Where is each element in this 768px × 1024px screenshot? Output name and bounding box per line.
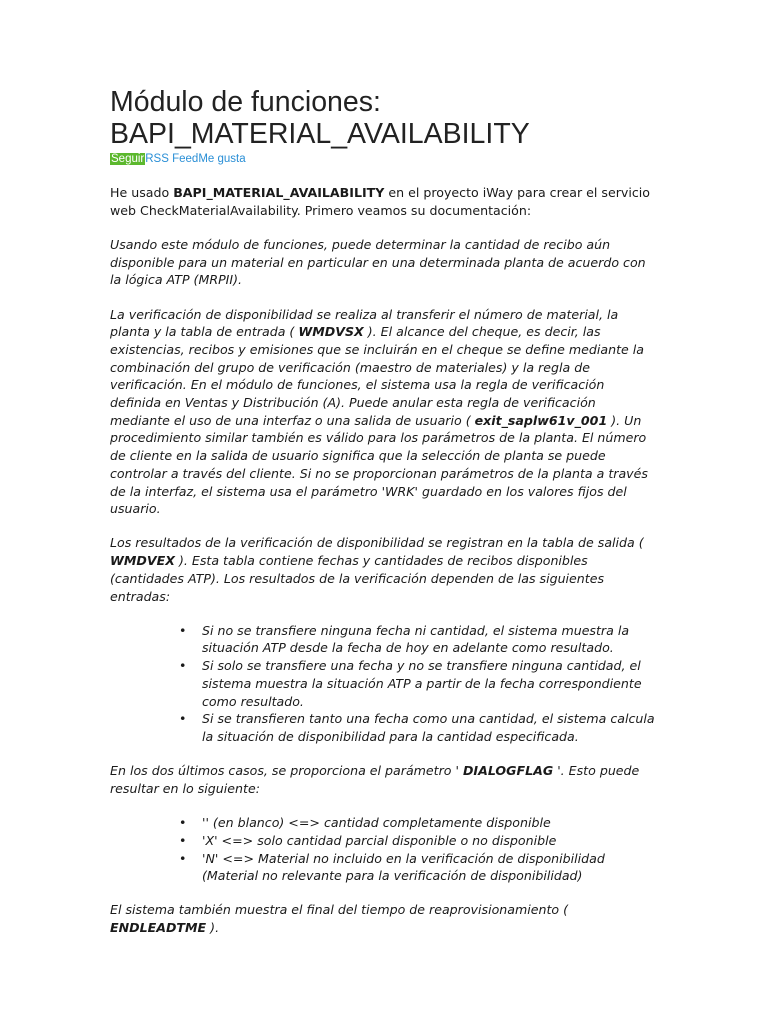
- inputs-list: [110, 622, 658, 746]
- list-item: • 'X' <=> solo cantidad parcial disponible o no disponible: [202, 832, 658, 850]
- user-exit-name: exit_saplw61v_001: [474, 412, 608, 428]
- dialogflag-paragraph: [110, 762, 658, 797]
- intro-text-1: He usado: [110, 185, 174, 200]
- verification-paragraph: [110, 306, 658, 518]
- output-table-name: WMDVEX: [110, 553, 175, 569]
- list-item: • Si no se transfiere ninguna fecha ni cantidad, el sistema muestra la situación ATP desde la fecha de hoy en adelante como resultado.: [202, 622, 658, 657]
- page-title-line-2: BAPI_MATERIAL_AVAILABILITY: [110, 118, 530, 150]
- results-text-1: Los resultados de la verificación de disponibilidad se registran en la tabla de salida (: [110, 535, 644, 551]
- article-body: [110, 184, 658, 953]
- dialogflag-param-name: DIALOGFLAG: [462, 763, 554, 779]
- input-table-name: WMDVSX: [298, 324, 364, 340]
- leadtime-text-1: El sistema también muestra el final del tiempo de reaprovisionamiento (: [110, 902, 569, 918]
- like-link[interactable]: Me gusta: [198, 153, 246, 165]
- list-item: • Si solo se transfiere una fecha y no se transfiere ninguna cantidad, el sistema muestra la situación ATP a partir de la fecha correspondiente como resultado.: [202, 657, 658, 710]
- dialogflag-text-2: '. Esto puede resultar en lo siguiente:: [110, 763, 640, 796]
- results-paragraph: [110, 534, 658, 605]
- leadtime-text-2: ).: [206, 920, 220, 936]
- page-title: [110, 86, 730, 150]
- list-item: • Si se transfieren tanto una fecha como una cantidad, el sistema calcula la situación de disponibilidad para la cantidad especificada.: [202, 710, 658, 745]
- intro-text-2: en el proyecto iWay para crear el servicio web CheckMaterialAvailability. Primero veamos su documentación:: [110, 185, 650, 218]
- list-item: • '' (en blanco) <=> cantidad completamente disponible: [202, 814, 658, 832]
- follow-button[interactable]: Seguir: [111, 153, 145, 165]
- verification-text-3: ). Un procedimiento similar también es válido para los parámetros de la planta. El número de cliente en la salida de usuario significa que la selección de planta se puede controlar a través del cliente. Si no se proporcionan parámetros de la planta a través de la interfaz, el sistema usa el parámetro 'WRK' guardado en los valores fijos del usuario.: [110, 412, 648, 517]
- verification-text-2: ). El alcance del cheque, es decir, las existencias, recibos y emisiones que se incluirán en el cheque se define mediante la combinación del grupo de verificación (maestro de materiales) y la regla de verificación. En el módulo de funciones, el sistema usa la regla de verificación definida en Ventas y Distribución (A). Puede anular esta regla de verificación mediante el uso de una interfaz o una salida de usuario (: [110, 324, 644, 428]
- list-item: • 'N' <=> Material no incluido en la verificación de disponibilidad (Material no relevante para la verificación de disponibilidad): [202, 850, 658, 885]
- description-paragraph: Usando este módulo de funciones, puede determinar la cantidad de recibo aún disponible para un material en particular en una determinada planta de acuerdo con la lógica ATP (MRPII).: [110, 236, 646, 288]
- verification-text-1: La verificación de disponibilidad se realiza al transferir el número de material, la planta y la tabla de entrada (: [110, 306, 619, 340]
- dialogflag-text-1: En los dos últimos casos, se proporciona el parámetro ': [110, 763, 463, 779]
- intro-function-name: BAPI_MATERIAL_AVAILABILITY: [173, 185, 385, 200]
- dialogflag-values-list: [110, 814, 658, 885]
- intro-paragraph: [110, 184, 658, 219]
- endleadtme-param-name: ENDLEADTME: [110, 920, 207, 936]
- page-title-line-1: Módulo de funciones:: [110, 86, 381, 118]
- social-links: [110, 152, 246, 166]
- leadtime-paragraph: [110, 901, 658, 936]
- results-text-2: ). Esta tabla contiene fechas y cantidades de recibos disponibles (cantidades ATP). Los resultados de la verificación dependen de las siguientes entradas:: [110, 553, 605, 604]
- rss-feed-link[interactable]: RSS Feed: [145, 153, 199, 165]
